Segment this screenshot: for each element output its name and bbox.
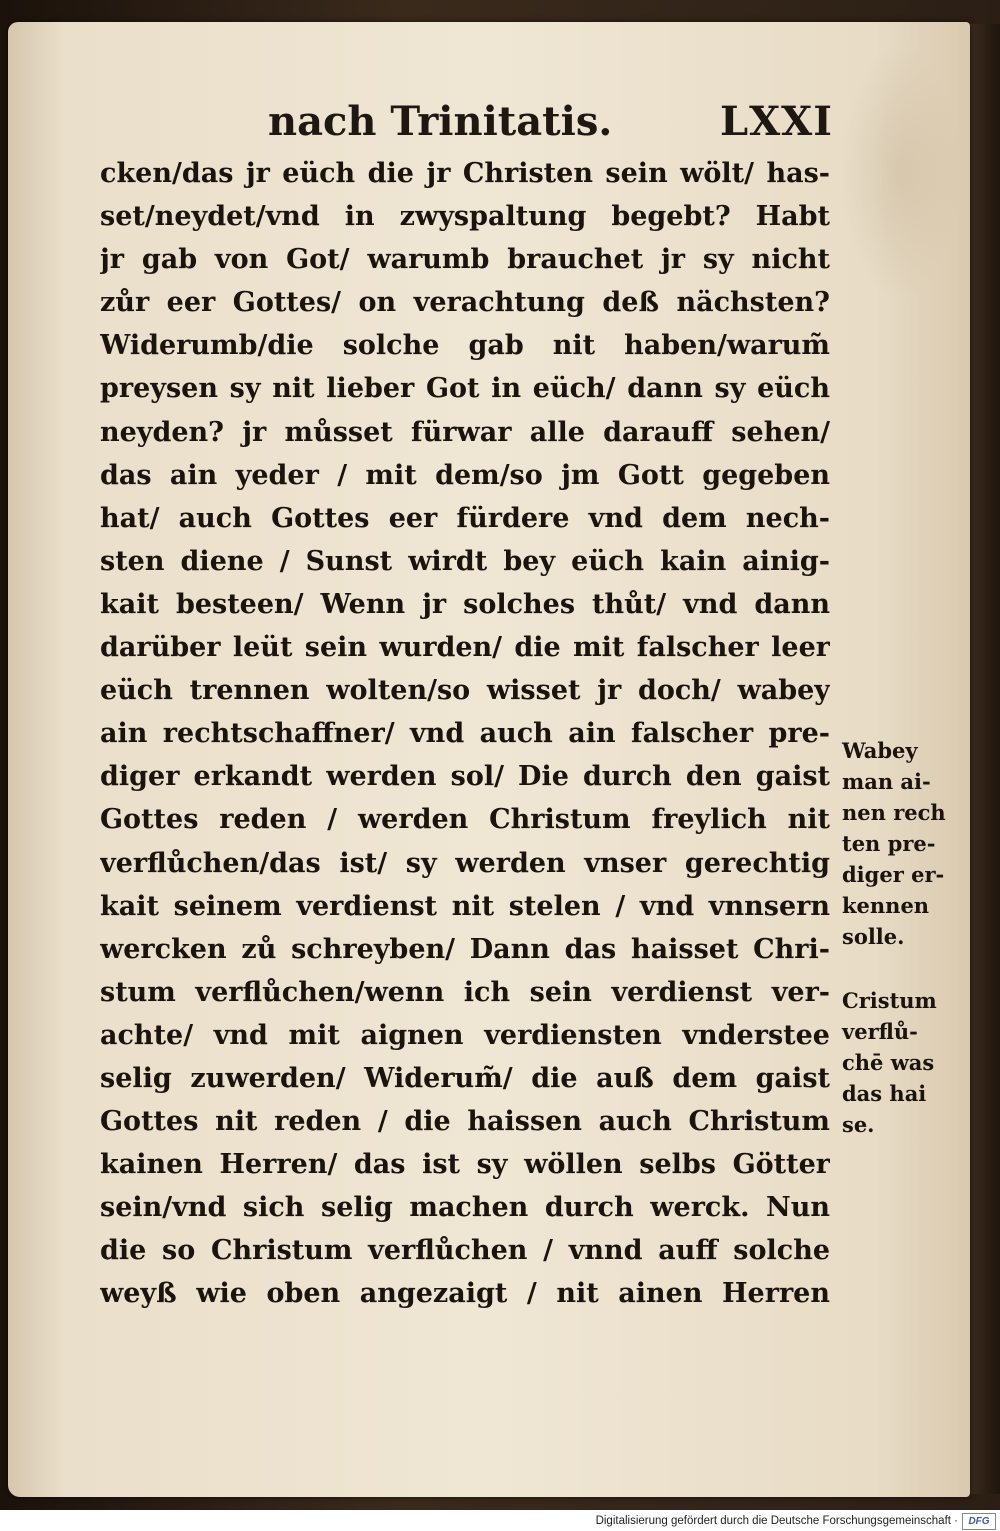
text-line: ain rechtschaffner/ vnd auch ain falscher pre- xyxy=(100,718,830,750)
body-text xyxy=(100,152,830,1316)
text-line: hat/ auch Gottes eer fürdere vnd dem nech- xyxy=(100,502,830,534)
text-line: Gottes nit reden / die haissen auch Christum xyxy=(100,1106,830,1138)
margin-note-line: das hai xyxy=(842,1081,927,1106)
text-line: jr gab von Got/ warumb brauchet jr sy nicht xyxy=(100,244,830,276)
margin-note-line: ten pre- xyxy=(842,831,936,856)
margin-note-curse xyxy=(842,985,937,1140)
margin-note-line: solle. xyxy=(842,924,905,949)
paper-stain xyxy=(840,42,960,302)
margin-note-line: chē was xyxy=(842,1050,935,1075)
margin-note-line: diger er- xyxy=(842,862,945,887)
text-line: darüber leüt sein wurden/ die mit falscher leer xyxy=(100,632,830,664)
text-line: cken/das jr eüch die jr Christen sein wölt/ has- xyxy=(100,158,830,189)
text-line: weyß wie oben angezaigt / nit ainen Herren xyxy=(100,1278,830,1310)
text-line: kainen Herren/ das ist sy wöllen selbs Götter xyxy=(100,1149,830,1181)
running-title: nach Trinitatis. xyxy=(268,98,613,145)
text-line: kait seinem verdienst nit stelen / vnd vnnsern xyxy=(100,890,830,922)
text-line: diger erkandt werden sol/ Die durch den gaist xyxy=(100,761,830,793)
dfg-logo: DFG xyxy=(962,1513,996,1530)
margin-note-line: Cristum xyxy=(842,988,937,1013)
text-line: sten diene / Sunst wirdt bey eüch kain ainig- xyxy=(100,545,830,577)
margin-note-line: Wabey xyxy=(842,738,918,763)
margin-note-line: kennen xyxy=(842,893,930,918)
text-line: sein/vnd sich selig machen durch werck. Nun xyxy=(100,1192,830,1224)
text-line: neyden? jr můsset fürwar alle darauff sehen/ xyxy=(100,416,830,448)
text-line: eüch trennen wolten/so wisset jr doch/ wabey xyxy=(100,675,830,707)
text-line: wercken zů schreyben/ Dann das haisset Chri- xyxy=(100,933,830,965)
text-line: zůr eer Gottes/ on verachtung deß nächsten? xyxy=(100,287,830,319)
margin-note-preacher xyxy=(842,735,946,952)
text-line: Widerumb/die solche gab nit haben/warum̃ xyxy=(100,330,830,362)
text-line: achte/ vnd mit aignen verdiensten vnderstee xyxy=(100,1019,830,1051)
book-edge xyxy=(970,24,1000,1494)
text-line: die so Christum verflůchen / vnnd auff solche xyxy=(100,1235,830,1267)
text-line: verflůchen/das ist/ sy werden vnser gerechtig xyxy=(100,847,830,879)
margin-note-line: man ai- xyxy=(842,769,931,794)
text-line: set/neydet/vnd in zwyspaltung begebt? Habt xyxy=(100,201,830,233)
text-line: preysen sy nit lieber Got in eüch/ dann sy eüch xyxy=(100,373,830,405)
folio-number: LXXI xyxy=(720,98,833,145)
text-line: selig zuwerden/ Widerum̃/ die auß dem gaist xyxy=(100,1062,830,1094)
margin-note-line: nen rech xyxy=(842,800,946,825)
margin-note-line: se. xyxy=(842,1112,875,1137)
margin-note-line: verflů- xyxy=(842,1019,918,1044)
funding-credit: Digitalisierung gefördert durch die Deutsche Forschungsgemeinschaft · xyxy=(595,1515,958,1527)
text-line: stum verflůchen/wenn ich sein verdienst ver- xyxy=(100,976,830,1008)
text-line: das ain yeder / mit dem/so jm Gott gegeben xyxy=(100,459,830,491)
text-line: kait besteen/ Wenn jr solches thůt/ vnd dann xyxy=(100,588,830,620)
text-line: Gottes reden / werden Christum freylich nit xyxy=(100,804,830,836)
